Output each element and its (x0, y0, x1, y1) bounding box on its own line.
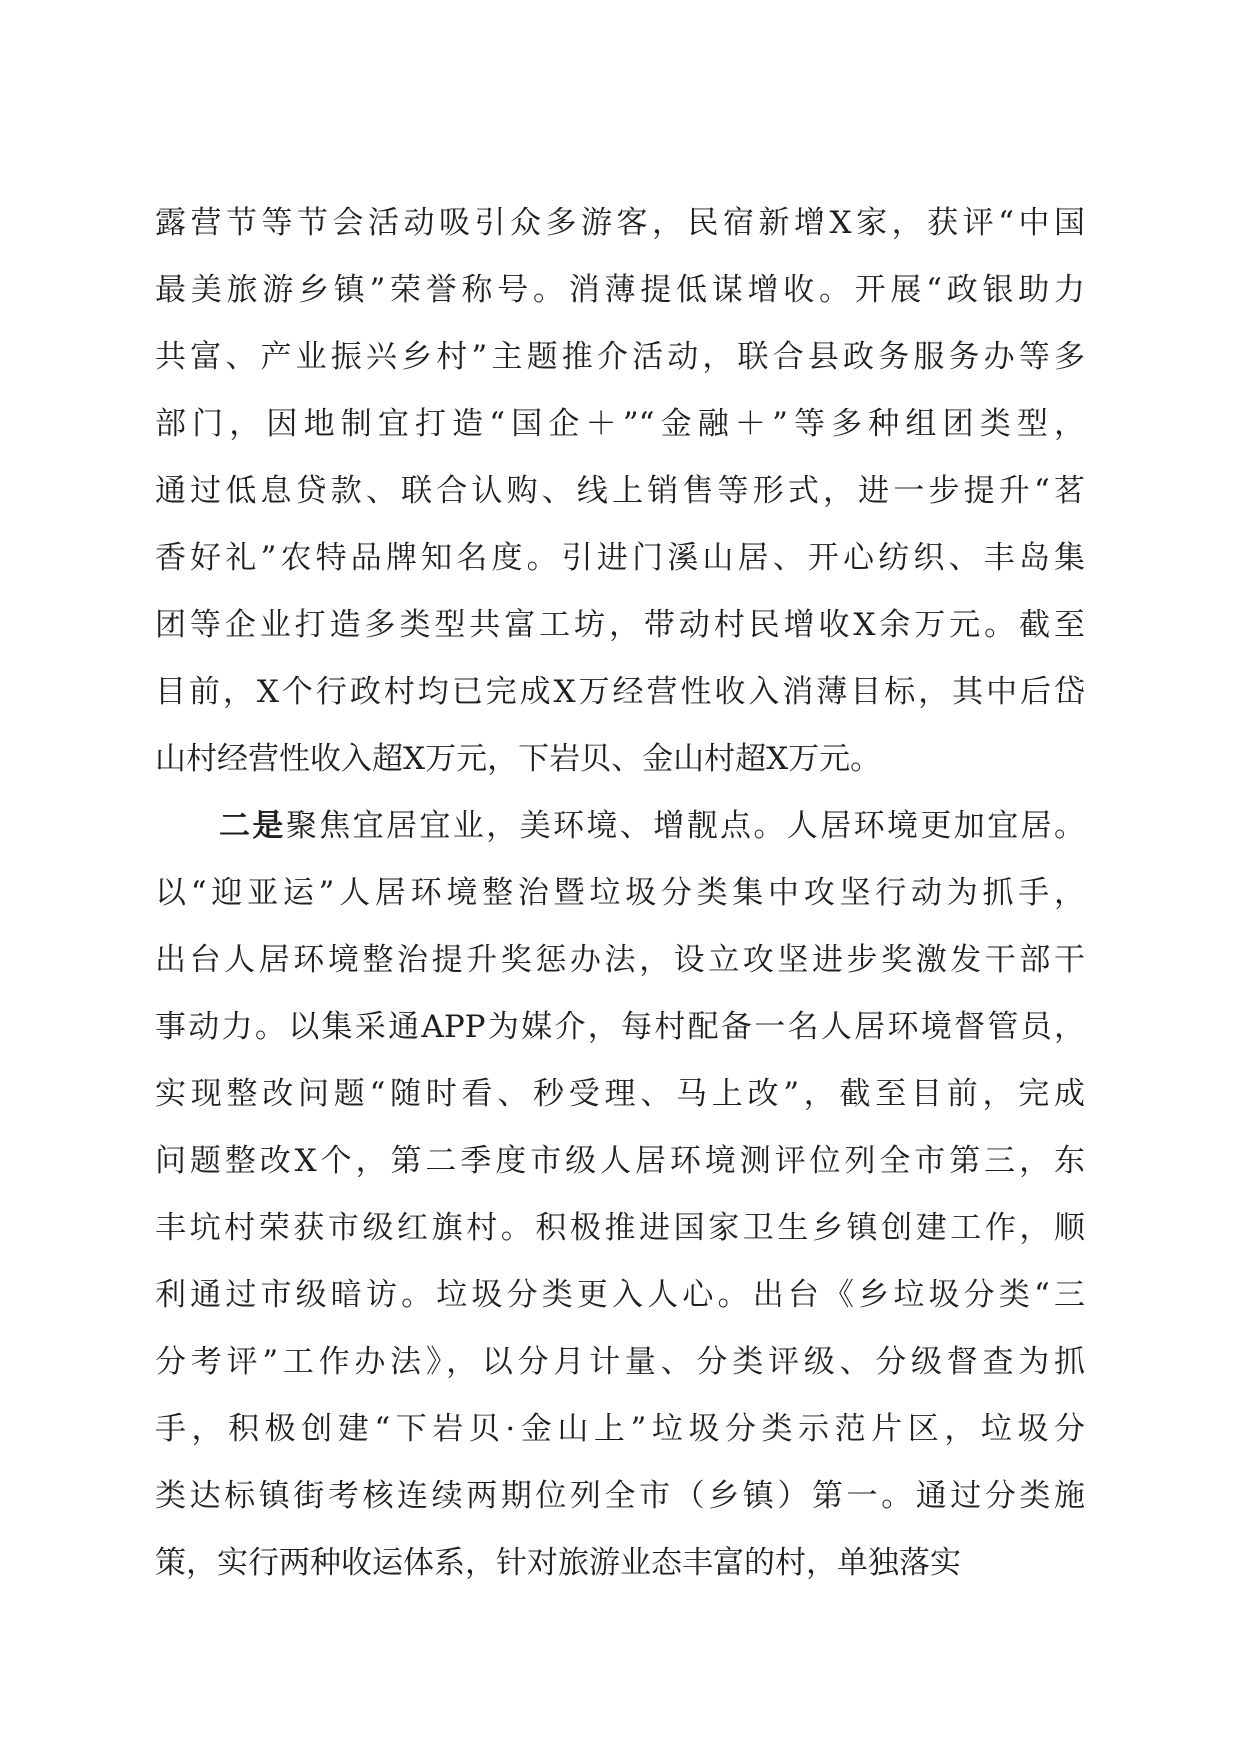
paragraph-line: 分考评”工作办法》，以分月计量、分类评级、分级督查为抓 (155, 1344, 1085, 1380)
paragraph-line: 通过低息贷款、联合认购、线上销售等形式，进一步提升“茗 (155, 473, 1085, 509)
paragraph-line: 最美旅游乡镇”荣誉称号。消薄提低谋增收。开展“政银助力 (155, 272, 1085, 308)
paragraph-line: 部门，因地制宜打造“国企＋”“金融＋”等多种组团类型， (155, 406, 1085, 442)
paragraph-line: 香好礼”农特品牌知名度。引进门溪山居、开心纺织、丰岛集 (155, 540, 1085, 576)
paragraph-line: 策，实行两种收运体系，针对旅游业态丰富的村，单独落实 (155, 1545, 961, 1581)
paragraph-line: 事动力。以集采通APP为媒介，每村配备一名人居环境督管员， (155, 1009, 1085, 1045)
paragraph-first-line (155, 793, 1085, 860)
paragraph-line: 利通过市级暗访。垃圾分类更入人心。出台《乡垃圾分类“三 (155, 1277, 1085, 1313)
paragraph-line: 以“迎亚运”人居环境整治暨垃圾分类集中攻坚行动为抓手， (155, 875, 1085, 911)
paragraph-line: 类达标镇街考核连续两期位列全市（乡镇）第一。通过分类施 (155, 1478, 1085, 1514)
paragraph-line: 丰坑村荣获市级红旗村。积极推进国家卫生乡镇创建工作，顺 (155, 1210, 1085, 1246)
paragraph-2 (155, 793, 1085, 1597)
paragraph-line: 出台人居环境整治提升奖惩办法，设立攻坚进步奖激发干部干 (155, 942, 1085, 978)
document-body (155, 190, 1085, 1597)
paragraph-line: 山村经营性收入超X万元，下岩贝、金山村超X万元。 (155, 741, 882, 777)
paragraph-line: 团等企业打造多类型共富工坊，带动村民增收X余万元。截至 (155, 607, 1085, 643)
paragraph-line: 手，积极创建“下岩贝·金山上”垃圾分类示范片区，垃圾分 (155, 1411, 1085, 1447)
paragraph-lead: 二是 (219, 808, 286, 844)
paragraph-line: 实现整改问题“随时看、秒受理、马上改”，截至目前，完成 (155, 1076, 1085, 1112)
paragraph-first-line-text: 聚焦宜居宜业，美环境、增靓点。人居环境更加宜居。 (285, 808, 1085, 844)
paragraph-line: 露营节等节会活动吸引众多游客，民宿新增X家，获评“中国 (155, 205, 1085, 241)
paragraph-line: 共富、产业振兴乡村”主题推介活动，联合县政务服务办等多 (155, 339, 1085, 375)
paragraph-line: 问题整改X个，第二季度市级人居环境测评位列全市第三，东 (155, 1143, 1085, 1179)
paragraph-1 (155, 190, 1085, 793)
paragraph-line: 目前，X个行政村均已完成X万经营性收入消薄目标，其中后岱 (155, 674, 1085, 710)
